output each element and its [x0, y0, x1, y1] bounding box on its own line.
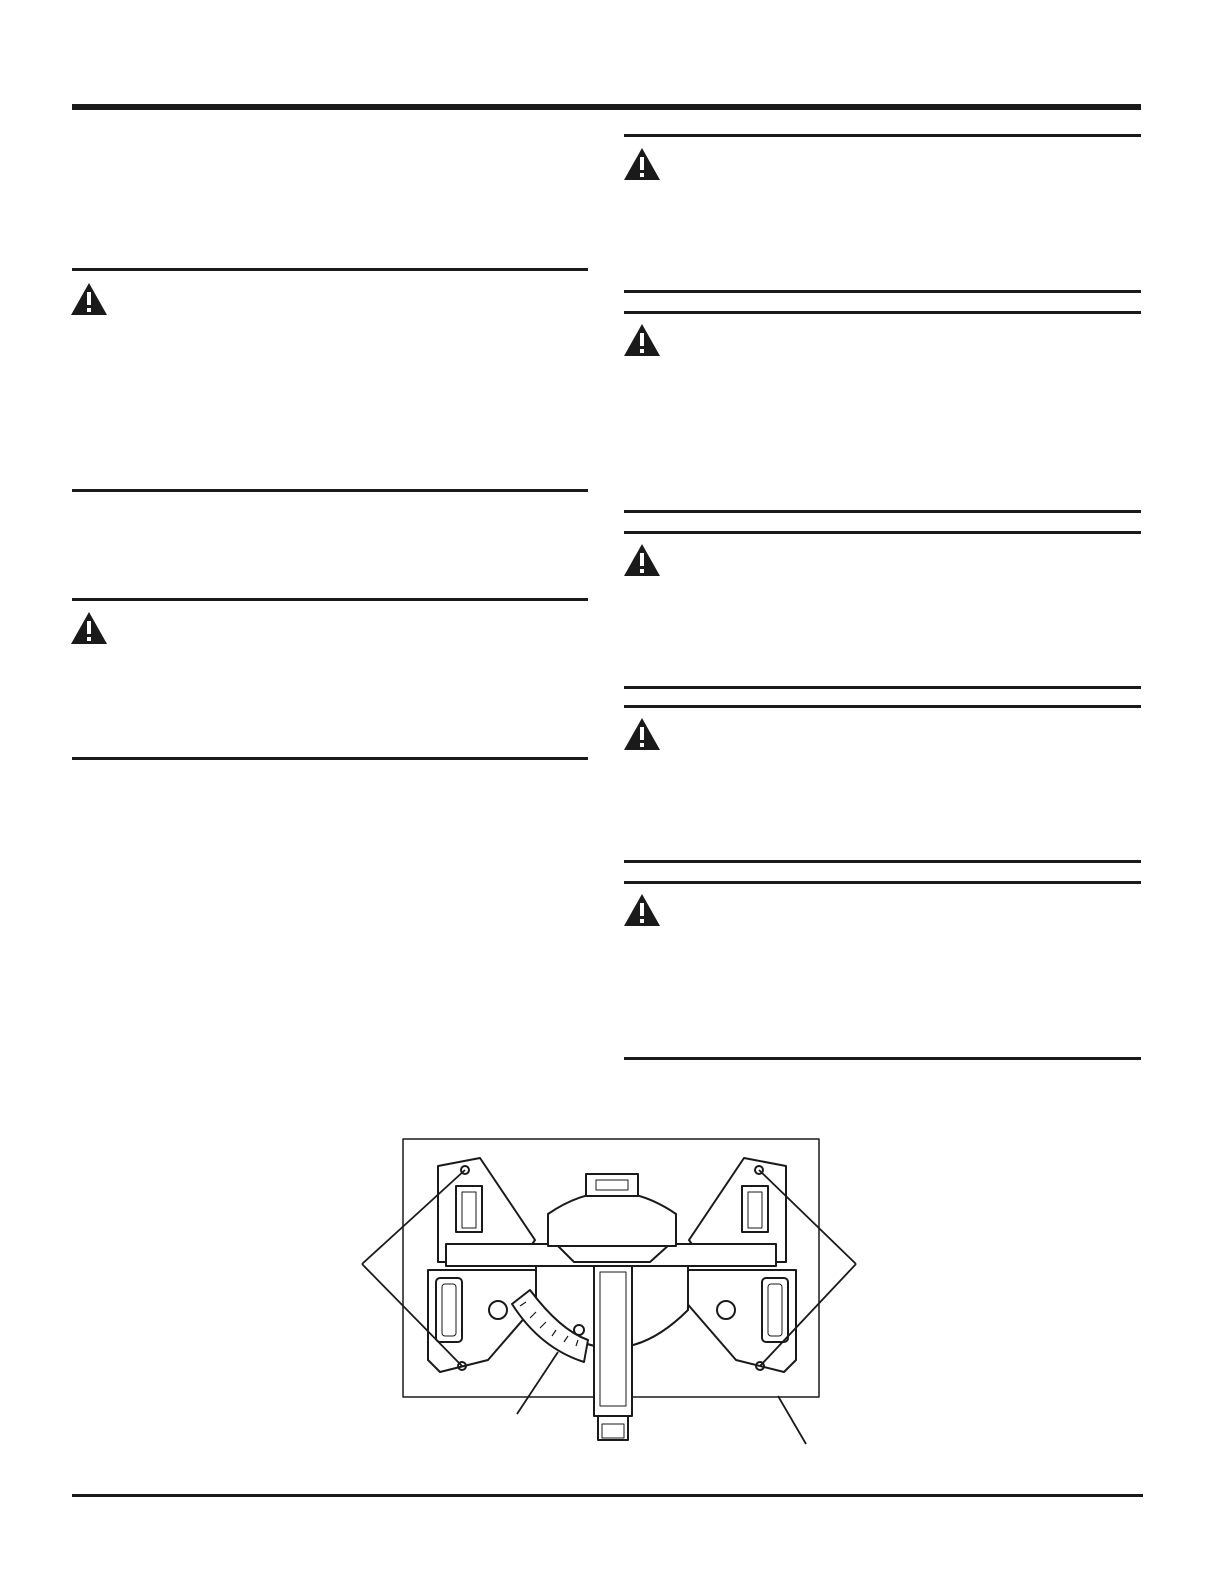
warning-triangle-icon [623, 893, 661, 927]
right-base [684, 1270, 796, 1372]
header-rule [72, 104, 1141, 110]
warning-box-top-rule [72, 598, 588, 601]
blade-guard [548, 1192, 676, 1246]
warning-box-bottom-rule [624, 1057, 1141, 1060]
warning-box-top-rule [72, 268, 588, 271]
warning-triangle-icon [70, 611, 108, 645]
warning-box-bottom-rule [624, 860, 1141, 863]
warning-box-bottom-rule [624, 686, 1141, 689]
warning-box-top-rule [624, 311, 1141, 314]
footer-rule [72, 1494, 1143, 1497]
warning-triangle-icon [623, 717, 661, 751]
callout-board [778, 1396, 806, 1444]
callout-scale [517, 1352, 558, 1414]
warning-box-top-rule [624, 531, 1141, 534]
warning-box-bottom-rule [624, 510, 1141, 513]
warning-box-bottom-rule [72, 757, 588, 760]
fence [446, 1244, 776, 1266]
warning-triangle-icon [623, 147, 661, 181]
warning-box-top-rule [624, 881, 1141, 884]
warning-triangle-icon [623, 323, 661, 357]
warning-box-bottom-rule [624, 290, 1141, 293]
warning-triangle-icon [70, 282, 108, 316]
warning-box-top-rule [624, 705, 1141, 708]
warning-box-bottom-rule [72, 489, 588, 492]
warning-triangle-icon [623, 543, 661, 577]
warning-box-top-rule [624, 134, 1141, 137]
miter-saw-figure [355, 1130, 865, 1450]
